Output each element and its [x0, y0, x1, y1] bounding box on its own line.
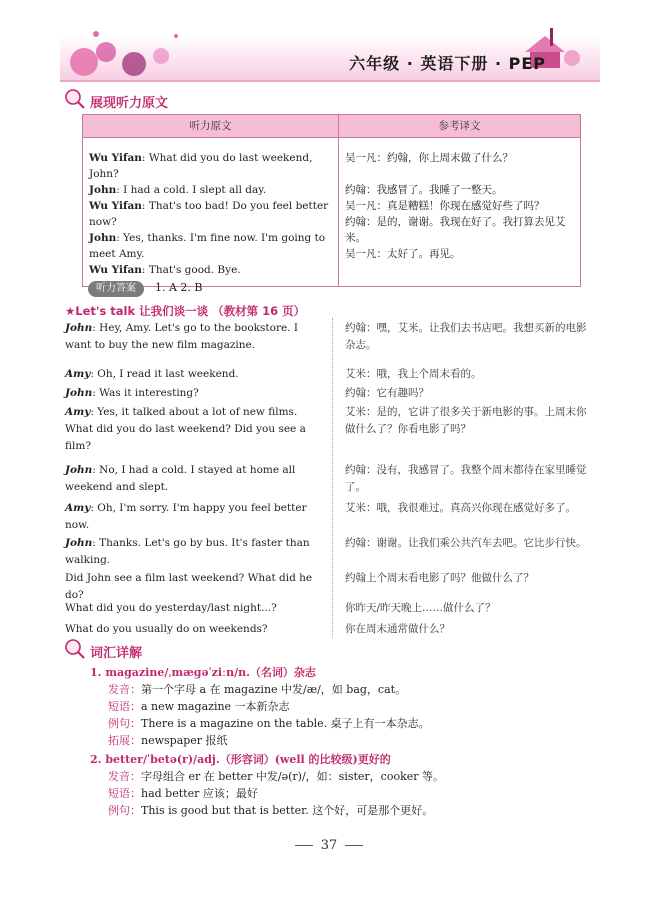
list-item: 你在周末通常做什么？: [345, 623, 450, 635]
vocab-entry: [90, 751, 610, 819]
list-item: John: Hey, Amy. Let's go to the bookstore. I want to buy the new film magazine.: [65, 322, 298, 351]
list-item: 约翰：嘿，艾米。让我们去书店吧。我想买新的电影杂志。: [345, 322, 587, 351]
answer-badge: 听力答案: [88, 281, 144, 297]
list-item: 约翰：它有趣吗？: [345, 387, 429, 399]
vocab-head: 2. better/ˈbetə(r)/adj.（形容词）(well 的比较级)更好的: [90, 753, 391, 766]
list-item: What did you do yesterday/last night...?: [65, 602, 277, 614]
table-row: Wu Yifan: That's too bad! Do you feel better now?: [89, 200, 329, 228]
column-divider: [332, 318, 333, 638]
vocab-line: 发音：字母组合 er 在 better 中发/ə(r)/，如：sister，cooker 等。: [108, 770, 445, 783]
list-item: Amy: Yes, it talked about a lot of new films. What did you do last weekend? Did you see a film?: [65, 406, 306, 452]
vocab-head: 1. magazine/ˌmæɡəˈziːn/n.（名词）杂志: [90, 666, 316, 679]
table-row: Wu Yifan: What did you do last weekend, John?: [89, 152, 313, 180]
list-item: 吴一凡：约翰，你上周末做了什么？: [345, 152, 513, 164]
list-item: 艾米：哦，我很难过。真高兴你现在感觉好多了。: [345, 502, 576, 514]
vocab-line: 发音：第一个字母 a 在 magazine 中发/æ/，如 bag，cat。: [108, 683, 407, 696]
vocab-line: 短语：a new magazine 一本新杂志: [108, 700, 290, 713]
magnifier-icon: [64, 88, 86, 110]
original-cell: [83, 138, 339, 287]
list-item: John: Was it interesting?: [65, 387, 199, 399]
list-item: 艾米：哦，我上个周末看的。: [345, 368, 482, 380]
lets-talk-title: ★Let's talk 让我们谈一谈 （教材第 16 页）: [65, 304, 306, 318]
vocab-entry: [90, 664, 610, 749]
vocab-line: 例句：There is a magazine on the table. 桌子上有一本杂志。: [108, 717, 430, 730]
page-header-title: 六年级 · 英语下册 · PEP: [349, 54, 546, 73]
list-item: Amy: Oh, I'm sorry. I'm happy you feel better now.: [65, 502, 307, 531]
table-header-original: 听力原文: [83, 115, 339, 138]
list-item: 约翰：我感冒了。我睡了一整天。: [345, 184, 503, 196]
list-item: John: No, I had a cold. I stayed at home all weekend and slept.: [65, 464, 296, 493]
listening-table: [82, 114, 581, 287]
answer-text: 1. A 2. B: [155, 281, 203, 294]
table-row: Wu Yifan: That's good. Bye.: [89, 264, 241, 276]
vocab-line: 短语：had better 应该；最好: [108, 787, 258, 800]
section-title-vocab: 词汇详解: [90, 646, 143, 661]
list-item: Amy: Oh, I read it last weekend.: [65, 368, 239, 380]
list-item: John: Thanks. Let's go by bus. It's faster than walking.: [65, 537, 310, 566]
magnifier-icon: [64, 638, 86, 660]
list-item: 约翰：谢谢。让我们乘公共汽车去吧。它比步行快。: [345, 537, 587, 549]
page-number: 37: [0, 838, 658, 853]
vocab-line: 拓展：newspaper 报纸: [108, 734, 228, 747]
section-title-listening: 展现听力原文: [90, 96, 169, 111]
vocab-line: 例句：This is good but that is better. 这个好，可是那个更好。: [108, 804, 434, 817]
flower-decoration: [66, 22, 186, 82]
list-item: 约翰：是的，谢谢。我现在好了。我打算去见艾米。: [345, 216, 566, 244]
list-item: Did John see a film last weekend? What did he do?: [65, 572, 313, 601]
list-item: 约翰上个周末看电影了吗？他做什么了？: [345, 572, 534, 584]
list-item: 约翰：没有，我感冒了。我整个周末都待在家里睡觉了。: [345, 464, 587, 493]
list-item: 吴一凡：真是糟糕！你现在感觉好些了吗？: [345, 200, 545, 212]
table-header-translation: 参考译文: [339, 115, 581, 138]
table-row: John: Yes, thanks. I'm fine now. I'm going to meet Amy.: [89, 232, 326, 260]
list-item: 吴一凡：太好了。再见。: [345, 248, 461, 260]
list-item: 艾米：是的，它讲了很多关于新电影的事。上周末你做什么了？你看电影了吗？: [345, 406, 587, 435]
list-item: What do you usually do on weekends?: [65, 623, 268, 635]
translation-cell: [339, 138, 581, 287]
list-item: 你昨天/昨天晚上……做什么了？: [345, 602, 496, 614]
table-row: John: I had a cold. I slept all day.: [89, 184, 267, 196]
